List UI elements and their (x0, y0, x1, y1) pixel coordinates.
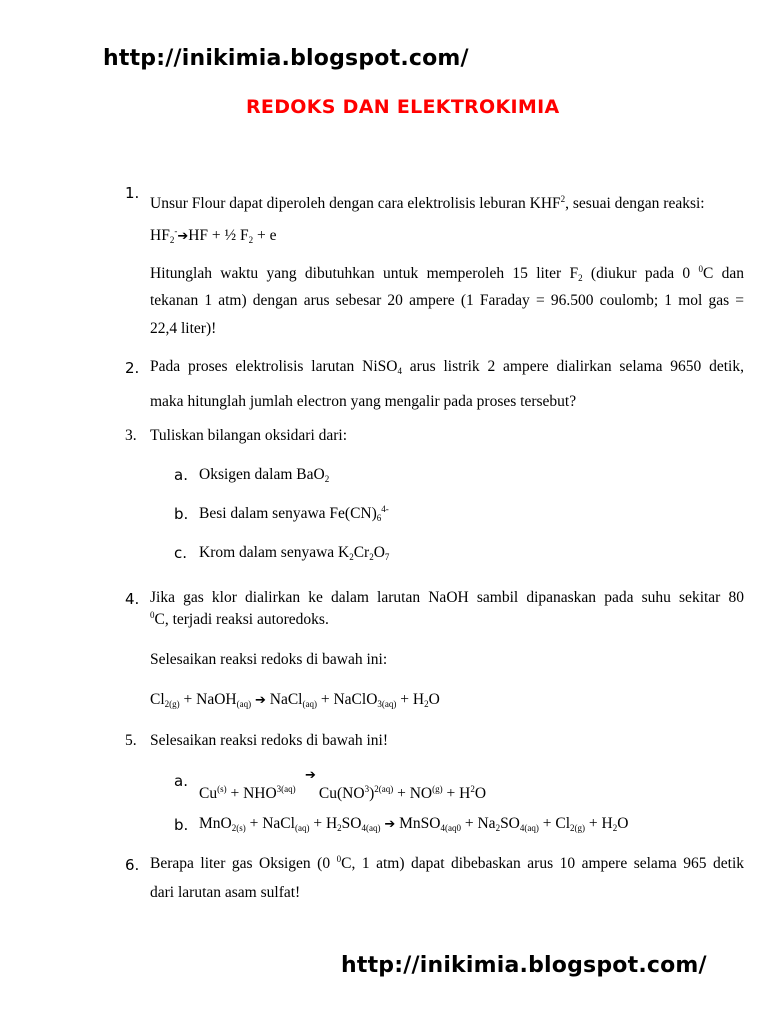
header-url[interactable]: http://inikimia.blogspot.com/ (103, 46, 469, 71)
q3b-label: b. (174, 505, 189, 523)
arrow-icon: ➔ (177, 229, 189, 244)
q5-number: 5. (125, 732, 137, 749)
q4-line3: Selesaikan reaksi redoks di bawah ini: (150, 651, 388, 668)
q6-line2: dari larutan asam sulfat! (150, 884, 301, 901)
q4-number: 4. (125, 590, 140, 608)
footer-url[interactable]: http://inikimia.blogspot.com/ (341, 953, 707, 978)
q5a-label: a. (174, 772, 188, 790)
q6-number: 6. (125, 856, 140, 874)
q5b-equation: MnO$_{2(s)}$ + NaCl$_{(aq)}$ + $H_2SO_{4(aq)}$ ➔ MnSO$_{4(aq0}$ + $Na_2SO_{4(aq)} + Cl_{2(g)} + H_2O$ (199, 815, 629, 833)
q4-line2: $^0$C, terjadi reaksi autoredoks. (150, 610, 329, 628)
q1-paragraph-line3: 22,4 liter)! (150, 320, 217, 337)
q4-equation: $Cl_{2(g)}$ + NaOH$_{(aq)}$ ➔ NaCl$_{(aq)}$ + NaClO$_{3(aq)}$ + $H_2O$ (150, 691, 440, 709)
q2-number: 2. (125, 359, 140, 377)
q5-line: Selesaikan reaksi redoks di bawah ini! (150, 732, 389, 749)
q6-line1: Berapa liter gas Oksigen (0 $^0$C, 1 atm) dapat dibebaskan arus 10 ampere selama 965 detik (150, 854, 744, 872)
arrow-icon: ➔ (254, 693, 266, 708)
q1-paragraph-line1: Hitunglah waktu yang dibutuhkan untuk memperoleh 15 liter $F_2$ (diukur pada 0 $^0$C dan (150, 264, 745, 283)
q1-line1: Unsur Flour dapat diperoleh dengan cara elektrolisis leburan KHF$^2$, sesuai dengan reaksi: (150, 194, 705, 212)
q1-equation: $HF_2^-➔HF$ + ½ $F_2 + e$ (150, 226, 277, 245)
q3a-label: a. (174, 466, 188, 484)
q5b-label: b. (174, 816, 189, 834)
arrow-icon: ➔ (305, 768, 316, 783)
q3-number: 3. (125, 427, 137, 444)
q2-line2: maka hitunglah jumlah electron yang mengalir pada proses tersebut? (150, 393, 577, 410)
q1-number: 1. (125, 184, 140, 202)
q3b-text: Besi dalam senyawa $Fe(CN)_6^{4-}$ (199, 504, 389, 523)
arrow-icon: ➔ (384, 817, 396, 832)
q5a-equation: $Cu^{(s)} + NHO^{3(aq)}$ $Cu(NO^3)^{2(aq)} + NO^{(g)} + H^2O$ (199, 784, 487, 802)
q1-paragraph-line2: tekanan 1 atm) dengan arus sebesar 20 ampere (1 Faraday = 96.500 coulomb; 1 mol gas = (150, 292, 744, 309)
q3c-label: c. (174, 544, 188, 562)
q3c-text: Krom dalam senyawa $K_2Cr_2O_7$ (199, 544, 390, 562)
q2-line1: Pada proses elektrolisis larutan NiSO$_4$ arus listrik 2 ampere dialirkan selama 9650 detik, (150, 358, 744, 376)
q4-line1: Jika gas klor dialirkan ke dalam larutan NaOH sambil dipanaskan pada suhu sekitar 80 (150, 589, 744, 606)
q3-line: Tuliskan bilangan oksidari dari: (150, 427, 348, 444)
page-title: REDOKS DAN ELEKTROKIMIA (246, 96, 560, 118)
q3a-text: Oksigen dalam BaO$_2$ (199, 466, 330, 484)
